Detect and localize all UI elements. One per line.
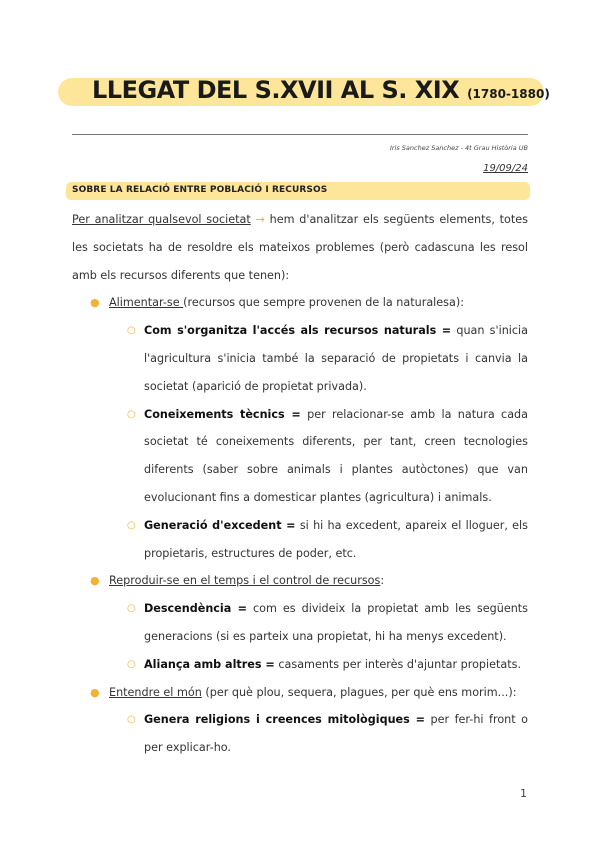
list-item-label: Alimentar-se [109,296,184,310]
sub-item-label: Coneixements tècnics = [144,407,301,421]
title-block [58,74,550,110]
sub-list-item [72,595,528,651]
sub-item-text: quan s'inicia l'agricultura s'inicia també la separació de propietats i canvia la societat (aparició de propietat privada). [144,324,529,393]
sub-item-label: Descendència = [144,602,248,616]
divider [72,134,528,135]
list-item-label: Entendre el món [109,685,202,699]
sub-list-item [72,317,528,400]
intro-paragraph [72,206,528,289]
circle-bullet-icon: ○ [127,658,136,670]
circle-bullet-icon: ○ [127,714,136,726]
bullet-icon: ● [90,685,100,699]
list-item-text: (per què plou, sequera, plagues, per què ens morim...): [201,685,517,699]
arrow-icon: → [255,213,265,226]
sub-item-label: Aliança amb altres = [144,657,275,671]
sub-item-text: per fer-hi front o per explicar-ho. [144,713,528,755]
title-years: (1780-1880) [467,87,550,101]
sub-list-item [72,706,528,762]
sub-item-text: com es divideix la propietat amb les següents generacions (si es parteix una propietat, hi ha menys excedent). [144,602,529,643]
sub-item-text: si hi ha excedent, apareix el lloguer, els propietaris, estructures de poder, etc. [144,518,528,560]
bullet-icon: ● [90,574,100,588]
page-number: 1 [520,787,527,800]
document-body [72,206,528,762]
bullet-icon: ● [90,296,100,310]
sub-list-item [72,512,528,568]
list-item [72,679,528,707]
list-item-label: Reproduir-se en el temps i el control de recursos [109,574,381,588]
circle-bullet-icon: ○ [127,603,136,615]
sub-item-text: per relacionar-se amb la natura cada societat té coneixements diferents, per tant, creen tecnologies diferents (saber sobre animals i plantes autòctones) que van evolucionant fins a domesticar plantes (agricultura) i animals. [144,407,529,504]
sub-item-label: Genera religions i creences mitològiques = [144,713,425,727]
sub-item-label: Generació d'excedent = [144,518,296,532]
list-item [72,567,528,595]
title-text: LLEGAT DEL S.XVII AL S. XIX [92,76,460,104]
intro-underlined: Per analitzar qualsevol societat [72,213,251,226]
author-line: Iris Sanchez Sanchez - 4t Grau Història UB [389,144,528,152]
list-item-text: : [380,574,385,588]
sub-list-item [72,401,528,512]
intro-text: hem d'analitzar els següents elements, totes les societats ha de resoldre els mateixos problemes (però cadascuna les resol amb els recursos diferents que tenen): [72,213,528,282]
circle-bullet-icon: ○ [127,408,136,420]
page-title [92,76,550,104]
circle-bullet-icon: ○ [127,519,136,531]
list-item-text: (recursos que sempre provenen de la naturalesa): [183,296,464,310]
circle-bullet-icon: ○ [127,325,136,337]
sub-item-text: casaments per interès d'ajuntar propietats. [274,657,522,671]
sub-item-label: Com s'organitza l'accés als recursos naturals = [144,324,452,338]
date: 19/09/24 [483,163,528,174]
section-heading: SOBRE LA RELACIÓ ENTRE POBLACIÓ I RECURSOS [72,185,328,195]
list-item [72,289,528,317]
sub-list-item [72,651,528,679]
